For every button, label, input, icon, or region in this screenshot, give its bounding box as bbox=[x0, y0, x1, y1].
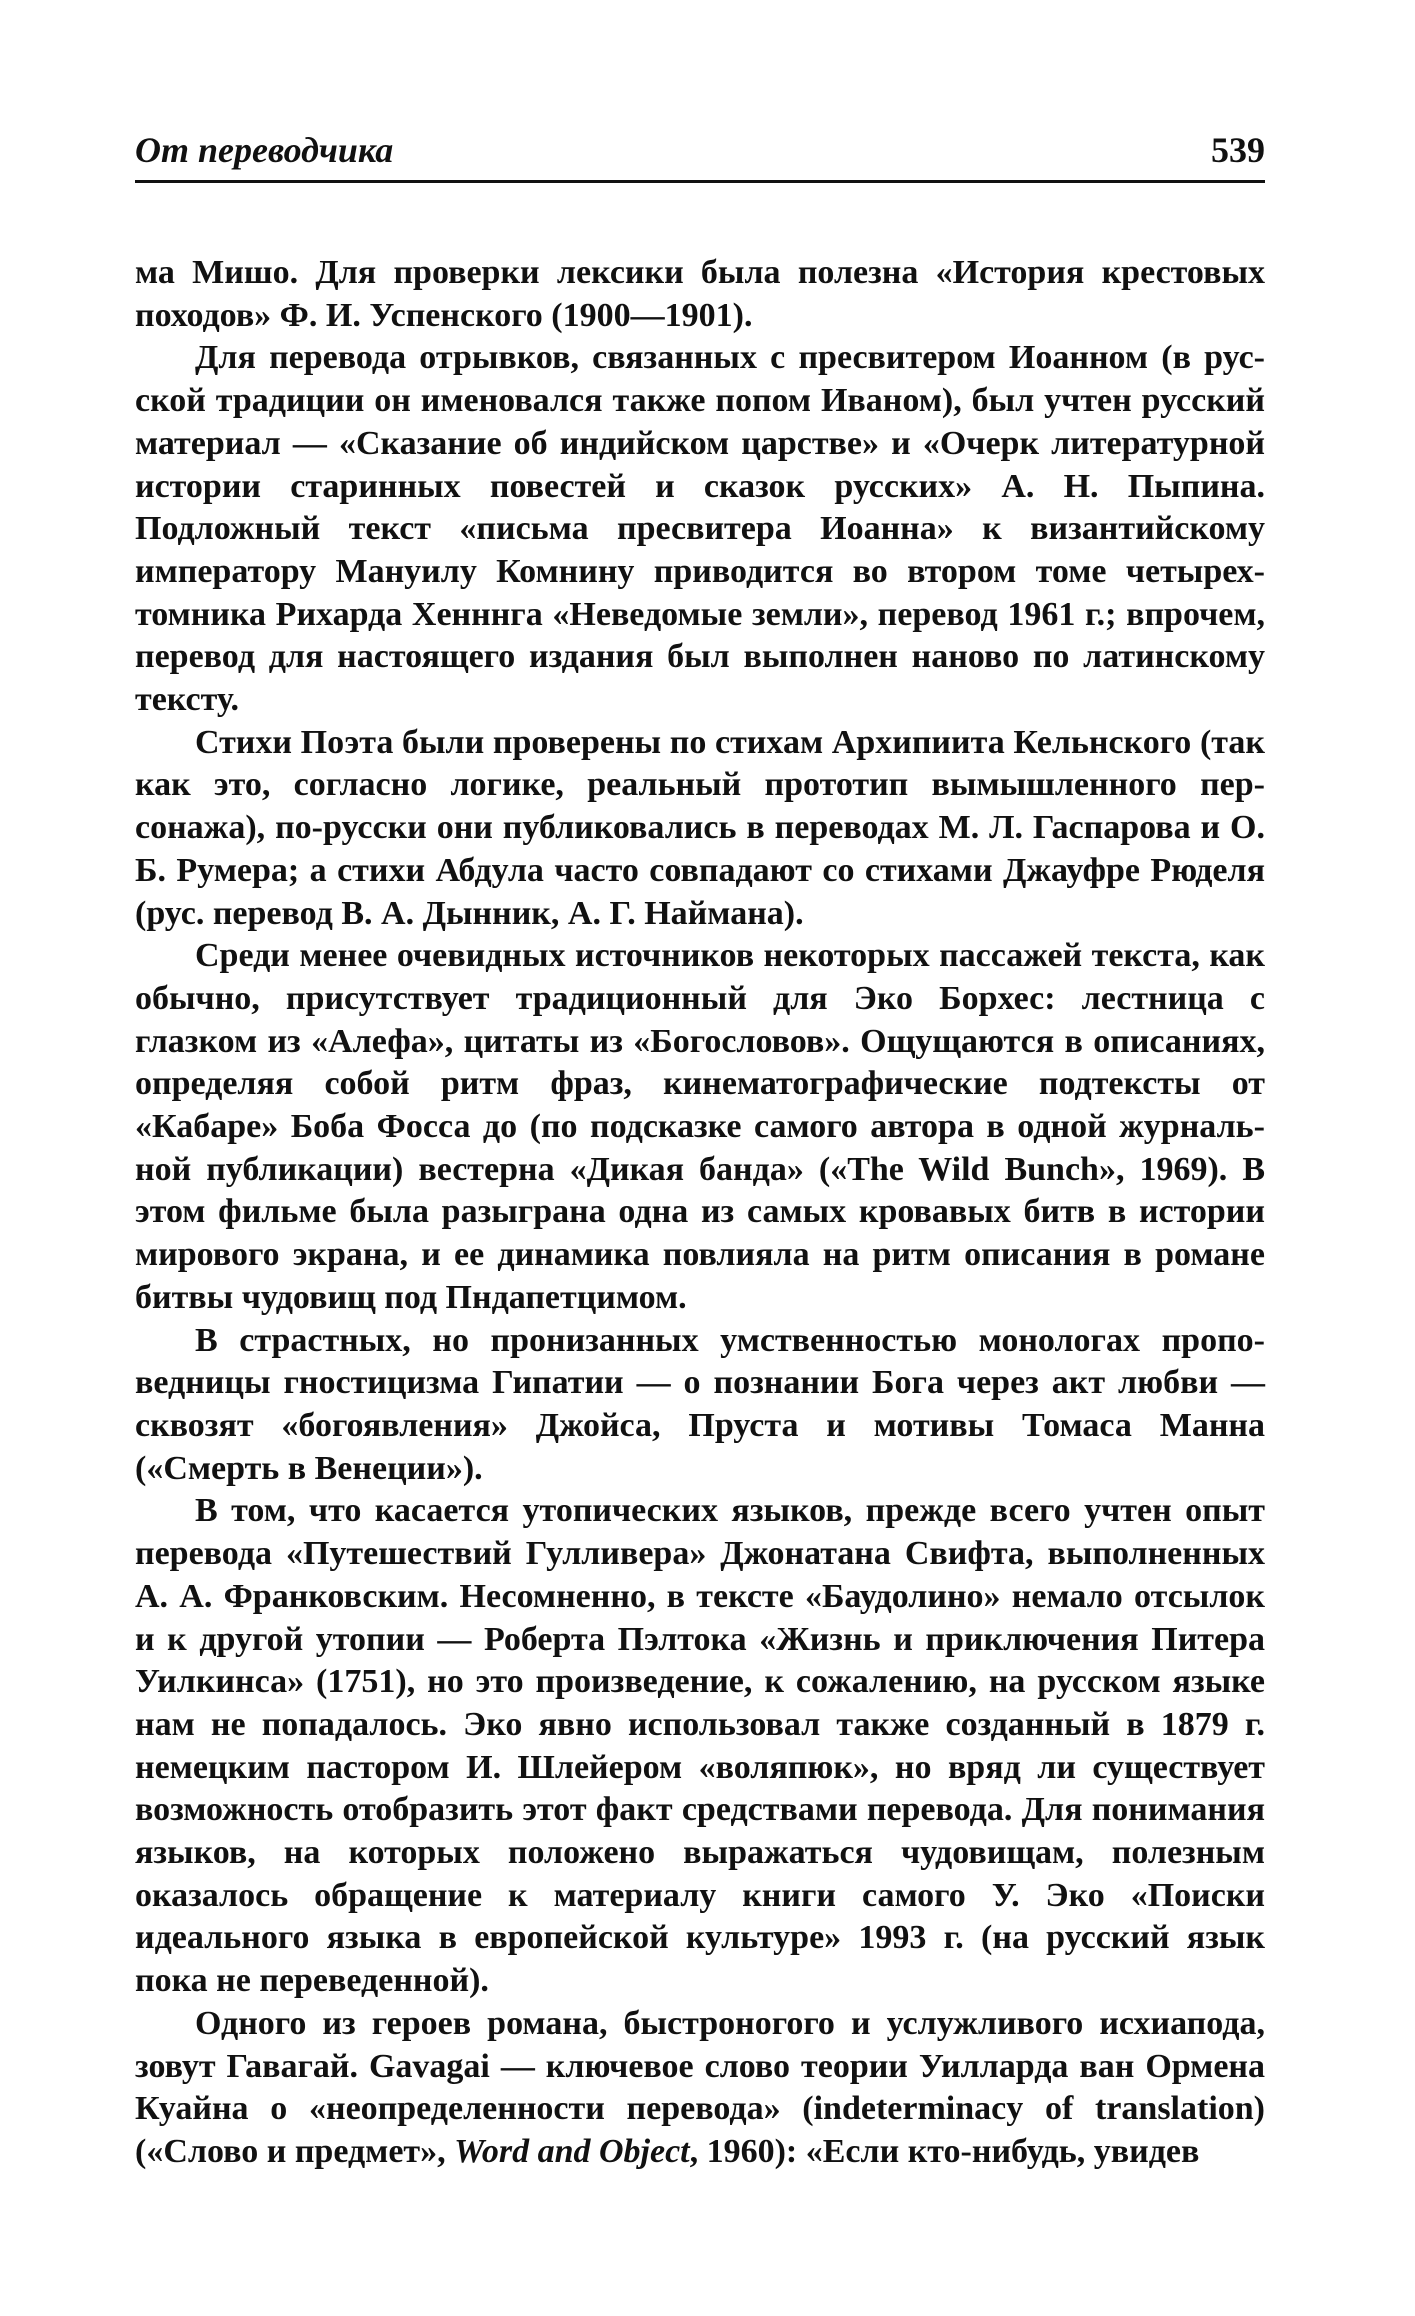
paragraph-text: Одного из героев романа, быстроногого и услужливого исхиапода, зовут Гавагай. Gavagai — ключевое слово теории Уилларда ван Ормена Куайна о «неопределенности перевода» (indeterminacy of translation) («Слово и предмет», bbox=[135, 2004, 1265, 2170]
italic-title: Word and Object bbox=[454, 2132, 690, 2170]
paragraph: В страстных, но пронизанных умственностью монологах проповедницы гностицизма Гипатии — о познании Бога через акт любви — сквозят «богоявления» Джойса, Пруста и мотивы Томаса Манна («Смерть в Венеции»). bbox=[135, 1321, 1265, 1487]
paragraph: ма Мишо. Для проверки лексики была полезна «История крестовых походов» Ф. И. Успенского (1900—1901). bbox=[135, 254, 1265, 334]
paragraph: Среди менее очевидных источников некоторых пассажей текста, как обычно, присутствует традиционный для Эко Борхес: лестница с глазком из «Алефа», цитаты из «Богословов». Ощущаются в описаниях, определяя собой ритм фраз, кинематографические подтексты от «Кабаре» Боба Фосса до (по подсказке самого автора в одной журнальной публикации) вестерна «Дикая банда» («The Wild Bunch», 1969). В этом фильме была разыграна одна из самых кровавых битв в истории мирового экрана, и ее динамика повлияла на ритм описания в романе битвы чудовищ под Пндапетцимом. bbox=[135, 937, 1265, 1316]
body-text bbox=[135, 252, 1265, 2174]
paragraph: В том, что касается утопических языков, прежде всего учтен опыт перевода «Путешествий Гулливера» Джонатана Свифта, выполненных А. А. Франковским. Несомненно, в тексте «Баудолино» немало отсылок и к другой утопии — Роберта Пэлтока «Жизнь и приключения Питера Уилкинса» (1751), но это произведение, к сожалению, на русском языке нам не попадалось. Эко явно использовал также созданный в 1879 г. немецким пастором И. Шлейером «воляпюк», но вряд ли существует возможность отобразить этот факт средствами перевода. Для понимания языков, на которых положено выражаться чудовищам, полезным оказалось обращение к материалу книги самого У. Эко «Поиски идеального языка в европейской культуре» 1993 г. (на русский язык пока не переведенной). bbox=[135, 1492, 1265, 2000]
paragraph-text-tail: , 1960): «Если кто-нибудь, увидев bbox=[689, 2132, 1200, 2170]
running-title: От переводчика bbox=[135, 130, 394, 170]
header-rule bbox=[135, 180, 1265, 183]
paragraph bbox=[135, 2003, 1265, 2174]
paragraph: Для перевода отрывков, связанных с пресвитером Иоанном (в русской традиции он именовался также попом Иваном), был учтен русский материал — «Сказание об индийском царстве» и «Очерк литературной истории старинных повестей и сказок русских» А. Н. Пыпина. Подложный текст «письма пресвитера Иоанна» к византийскому императору Мануилу Комнину приводится во втором томе четырехтомника Рихарда Хенннга «Неведомые земли», перевод 1961 г.; впрочем, перевод для настоящего издания был выполнен наново по латинскому тексту. bbox=[135, 339, 1265, 719]
page-header bbox=[135, 128, 1265, 178]
page-number: 539 bbox=[1211, 130, 1265, 170]
paragraph: Стихи Поэта были проверены по стихам Архипиита Кельнского (так как это, согласно логике, реальный прототип вымышленного персонажа), по-русски они публиковались в переводах М. Л. Гаспарова и О. Б. Румера; а стихи Абдула часто совпадают со стихами Джауфре Рюделя (рус. перевод В. А. Дынник, А. Г. Наймана). bbox=[135, 723, 1265, 932]
